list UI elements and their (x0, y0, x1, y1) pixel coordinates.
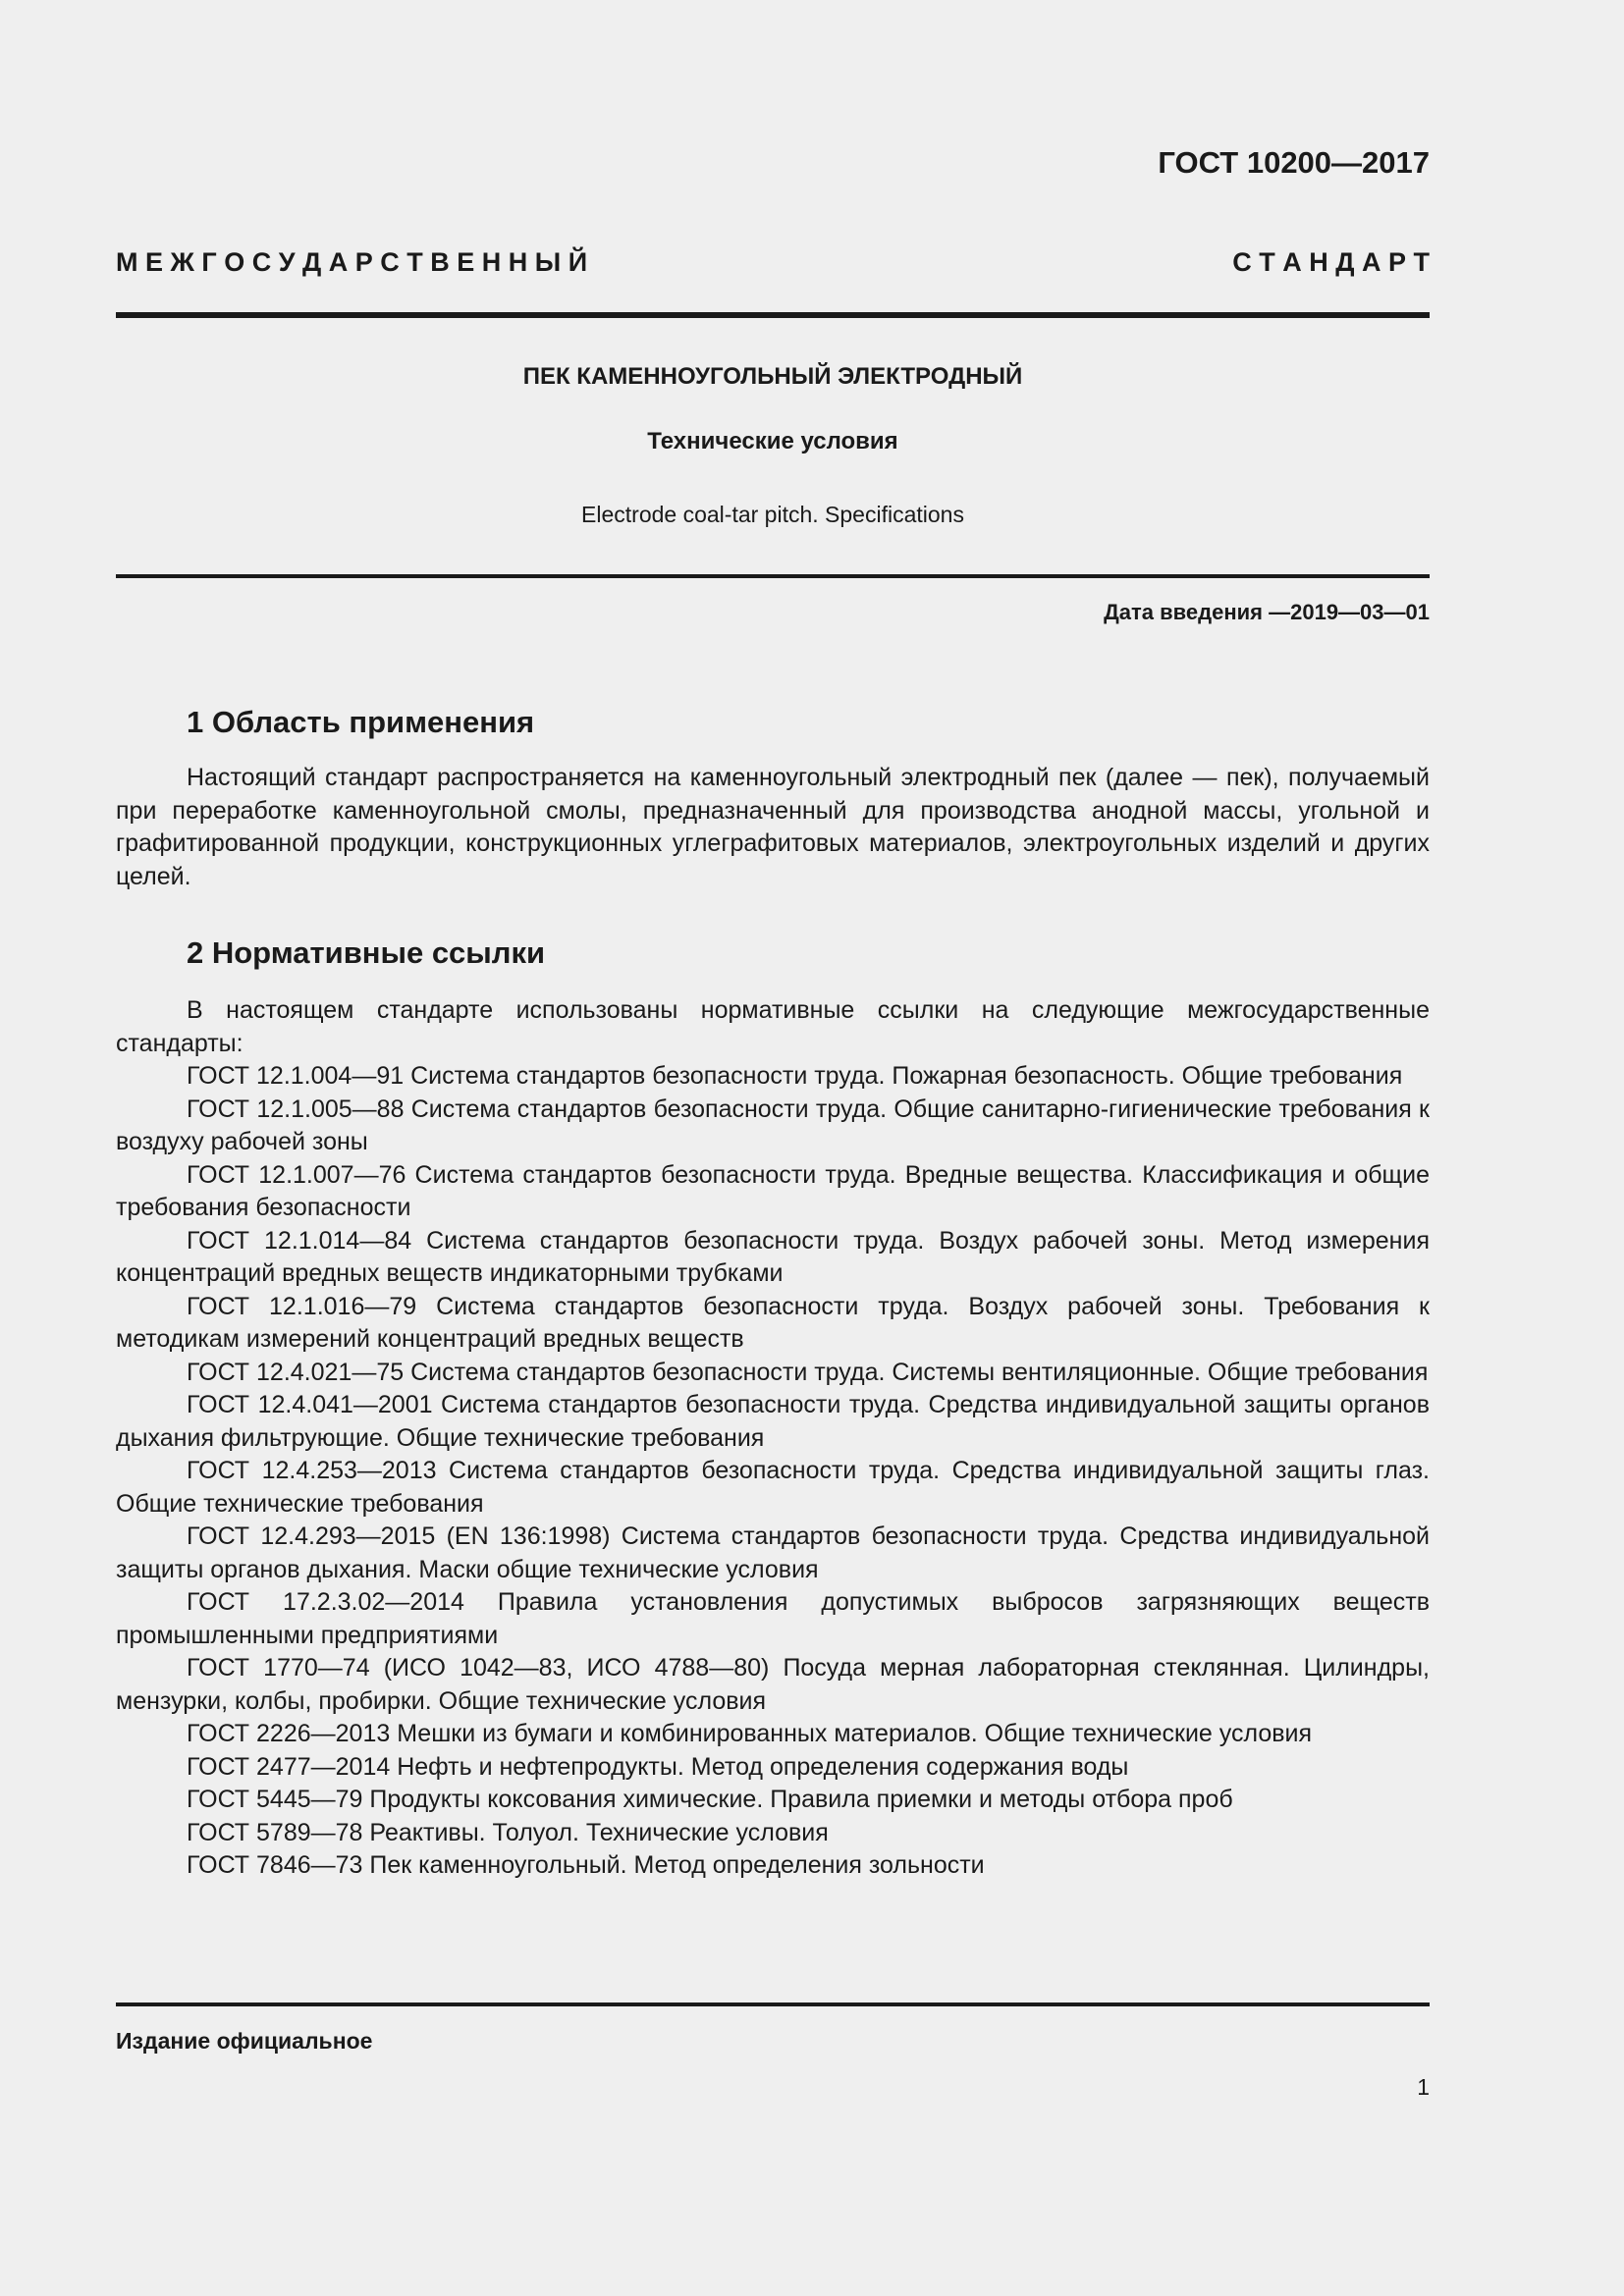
english-title: Electrode coal-tar pitch. Specifications (581, 502, 964, 527)
official-edition-label: Издание официальное (116, 2028, 373, 2054)
footer-divider (116, 2002, 1430, 2006)
reference-item: ГОСТ 5445—79 Продукты коксования химические. Правила приемки и методы отбора проб (187, 1786, 1233, 1813)
reference-item: ГОСТ 2226—2013 Мешки из бумаги и комбинированных материалов. Общие технические условия (187, 1720, 1313, 1747)
reference-item: ГОСТ 12.1.004—91 Система стандартов безопасности труда. Пожарная безопасность. Общие требования (187, 1062, 1403, 1090)
reference-item: ГОСТ 1770—74 (ИСО 1042—83, ИСО 4788—80) Посуда мерная лабораторная стеклянная. Цилиндры, мензурки, колбы, пробирки. Общие технические условия (116, 1654, 1430, 1715)
reference-item: ГОСТ 12.4.021—75 Система стандартов безопасности труда. Системы вентиляционные. Общие требования (187, 1358, 1429, 1386)
document-title: ПЕК КАМЕННОУГОЛЬНЫЙ ЭЛЕКТРОДНЫЙ (522, 363, 1023, 390)
top-divider (116, 312, 1430, 318)
reference-item: ГОСТ 5789—78 Реактивы. Толуол. Технические условия (187, 1818, 829, 1846)
reference-item: ГОСТ 12.1.014—84 Система стандартов безопасности труда. Воздух рабочей зоны. Метод измерения концентраций вредных веществ индикаторными трубками (116, 1226, 1430, 1287)
section-1-heading: 1 Область применения (187, 705, 535, 739)
reference-item: ГОСТ 12.4.293—2015 (EN 136:1998) Система стандартов безопасности труда. Средства индивидуальной защиты органов дыхания. Маски общие технические условия (116, 1522, 1430, 1583)
normative-references-list (116, 994, 1430, 1883)
document-number: ГОСТ 10200—2017 (1158, 145, 1430, 180)
title-divider (116, 574, 1430, 578)
reference-item: ГОСТ 17.2.3.02—2014 Правила установления допустимых выбросов загрязняющих веществ промышленными предприятиями (116, 1588, 1430, 1649)
reference-item: ГОСТ 7846—73 Пек каменноугольный. Метод определения зольности (187, 1851, 985, 1879)
section-1-paragraph: Настоящий стандарт распространяется на каменноугольный электродный пек (далее — пек), получаемый при переработке каменноугольной смолы, предназначенный для производства анодной массы, угольной и графитированной продукции, конструкционных углеграфитовых материалов, электроугольных изделий и других целей. (116, 764, 1430, 890)
section-2-heading: 2 Нормативные ссылки (187, 935, 546, 970)
reference-item: ГОСТ 12.1.007—76 Система стандартов безопасности труда. Вредные вещества. Классификация и общие требования безопасности (116, 1160, 1430, 1221)
reference-item: ГОСТ 12.1.005—88 Система стандартов безопасности труда. Общие санитарно-гигиенические требования к воздуху рабочей зоны (116, 1095, 1430, 1155)
reference-item: ГОСТ 12.4.041—2001 Система стандартов безопасности труда. Средства индивидуальной защиты органов дыхания фильтрующие. Общие технические требования (116, 1391, 1430, 1452)
reference-item: ГОСТ 12.1.016—79 Система стандартов безопасности труда. Воздух рабочей зоны. Требования к методикам измерений концентраций вредных веществ (116, 1292, 1430, 1353)
reference-item: ГОСТ 2477—2014 Нефть и нефтепродукты. Метод определения содержания воды (187, 1752, 1129, 1781)
document-subtitle: Технические условия (647, 428, 898, 454)
reference-item: В настоящем стандарте использованы нормативные ссылки на следующие межгосударственные стандарты: (116, 996, 1430, 1057)
introduction-date: Дата введения —2019—03—01 (1104, 600, 1430, 624)
standard-type-word: М Е Ж Г О С У Д А Р С Т В Е Н Н Ы Й (116, 247, 588, 277)
reference-item: ГОСТ 12.4.253—2013 Система стандартов безопасности труда. Средства индивидуальной защиты глаз. Общие технические требования (116, 1457, 1430, 1518)
standard-type-line (116, 247, 1430, 278)
standard-type-word: С Т А Н Д А Р Т (1232, 247, 1430, 277)
page-number: 1 (1417, 2074, 1430, 2100)
